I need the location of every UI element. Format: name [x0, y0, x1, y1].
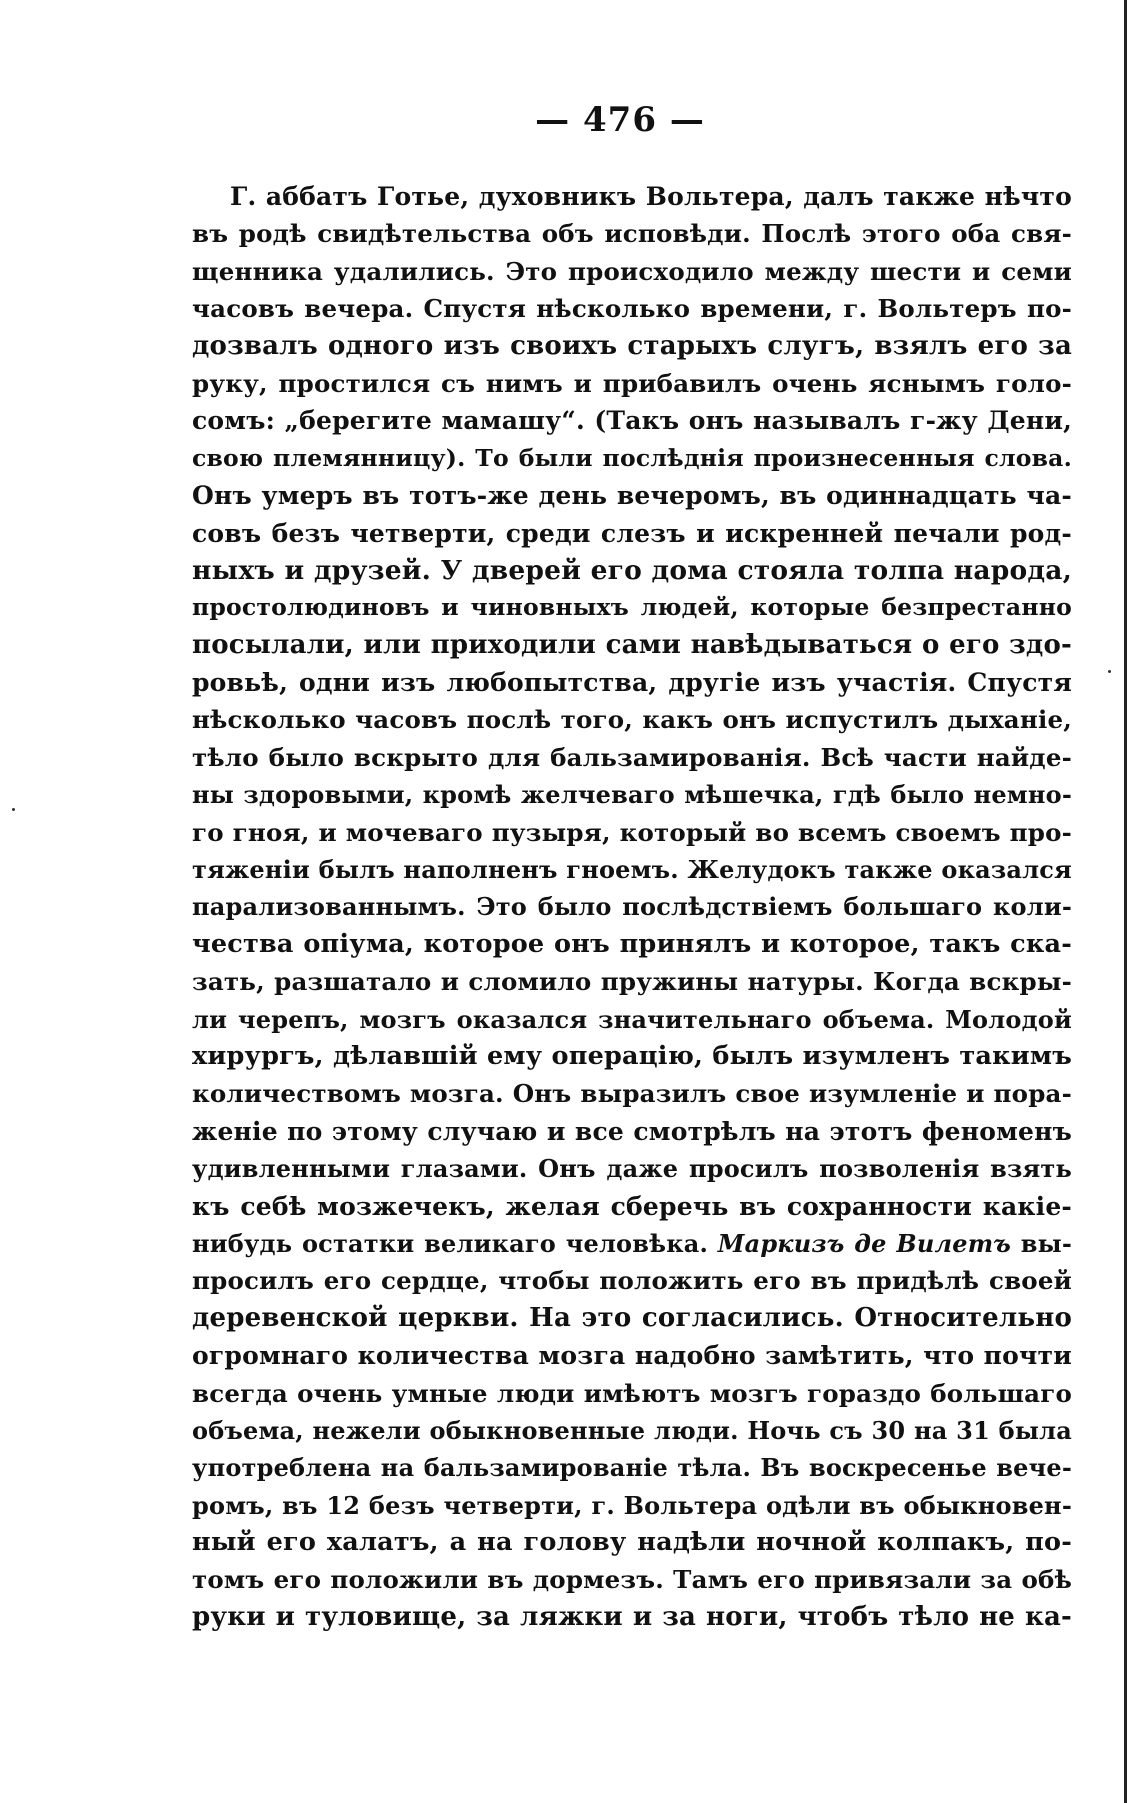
text-line: количествомъ мозга. Онъ выразилъ свое изумленіе и пора-: [192, 1079, 1072, 1109]
text-line: ны здоровыми, кромѣ желчеваго мѣшечка, гдѣ было немно-: [192, 780, 1072, 810]
text-line: чества опіума, которое онъ принялъ и которое, такъ ска-: [192, 928, 1072, 959]
text-line: го гноя, и мочеваго пузыря, который во всемъ своемъ про-: [192, 817, 1072, 847]
text-line: томъ его положили въ дормезъ. Тамъ его привязали за обѣ: [192, 1565, 1072, 1595]
text-line: хирургъ, дѣлавшій ему операцію, былъ изумленъ такимъ: [192, 1040, 1072, 1071]
text-line: употреблена на бальзамированіе тѣла. Въ воскресенье вече-: [192, 1453, 1072, 1483]
text-line: совъ безъ четверти, среди слезъ и искренней печали род-: [192, 518, 1072, 548]
text-line: простолюдиновъ и чиновныхъ людей, которые безпрестанно: [192, 593, 1072, 622]
page-number: — 476 —: [535, 100, 705, 140]
text-line: всегда очень умные люди имѣютъ мозгъ гораздо большаго: [192, 1378, 1072, 1408]
text-line: ромъ, въ 12 безъ четверти, г. Вольтера одѣли въ обыкновен-: [192, 1490, 1072, 1520]
text-line: ныхъ и друзей. У дверей его дома стояла толпа народа,: [192, 554, 1072, 586]
text-line: сомъ: „берегите мамашу“. (Такъ онъ называлъ г-жу Дени,: [192, 406, 1072, 436]
italic-name: Маркизъ де Вилетъ: [717, 1228, 1011, 1258]
text-line: ли черепъ, мозгъ оказался значительнаго объема. Молодой: [192, 1004, 1072, 1034]
text-line: щенника удалились. Это происходило между шести и семи: [192, 256, 1072, 286]
text-line: удивленными глазами. Онъ даже просилъ позволенія взять: [192, 1154, 1072, 1184]
scan-speck: [1108, 670, 1111, 673]
text-line: ровьѣ, одни изъ любопытства, другіе изъ участія. Спустя: [192, 668, 1072, 698]
text-line: женіе по этому случаю и все смотрѣлъ на этотъ феноменъ: [192, 1116, 1072, 1146]
text-line: часовъ вечера. Спустя нѣсколько времени, г. Вольтеръ по-: [192, 294, 1072, 324]
text-line: свою племянницу). То были послѣднія произнесенныя слова.: [192, 443, 1072, 472]
text-line: руку, простился съ нимъ и прибавилъ очень яснымъ голо-: [192, 368, 1072, 398]
text-line: ный его халатъ, а на голову надѣли ночной колпакъ, по-: [192, 1527, 1072, 1558]
text-line: парализованнымъ. Это было послѣдствіемъ большаго коли-: [192, 892, 1072, 922]
scan-speck: [12, 808, 15, 811]
text-line: деревенской церкви. На это согласились. Относительно: [192, 1302, 1072, 1333]
text-line: зать, разшатало и сломило пружины натуры. Когда вскры-: [192, 967, 1072, 997]
text-line: къ себѣ мозжечекъ, желая сберечь въ сохранности какіе-: [192, 1191, 1072, 1221]
body-text: [192, 178, 1072, 1636]
text-line: Г. аббатъ Готье, духовникъ Вольтера, далъ также нѣчто: [230, 182, 1072, 211]
text-line: въ родѣ свидѣтельства объ исповѣди. Послѣ этого оба свя-: [192, 219, 1072, 249]
text-line: посылали, или приходили сами навѣдываться о его здо-: [192, 629, 1072, 660]
text-line: нибудь остатки великаго человѣка. Маркизъ де Вилетъ вы-: [192, 1228, 1073, 1258]
text-line: нѣсколько часовъ послѣ того, какъ онъ испустилъ дыханіе,: [192, 705, 1072, 735]
text-line: огромнаго количества мозга надобно замѣтить, что почти: [192, 1341, 1072, 1371]
page-edge-rule: [1124, 0, 1127, 1803]
text-line: объема, нежели обыкновенные люди. Ночь съ 30 на 31 была: [192, 1415, 1072, 1445]
text-line: руки и туловище, за ляжки и за ноги, чтобъ тѣло не ка-: [192, 1601, 1072, 1632]
text-line: Онъ умеръ въ тотъ-же день вечеромъ, въ одиннадцать ча-: [192, 481, 1072, 511]
text-line: тѣло было вскрыто для бальзамированія. Всѣ части найде-: [192, 742, 1072, 772]
text-line: дозвалъ одного изъ своихъ старыхъ слугъ, взялъ его за: [192, 330, 1072, 361]
text-line: тяженіи былъ наполненъ гноемъ. Желудокъ также оказался: [192, 855, 1072, 885]
text-line: просилъ его сердце, чтобы положить его въ придѣлѣ своей: [192, 1266, 1072, 1296]
